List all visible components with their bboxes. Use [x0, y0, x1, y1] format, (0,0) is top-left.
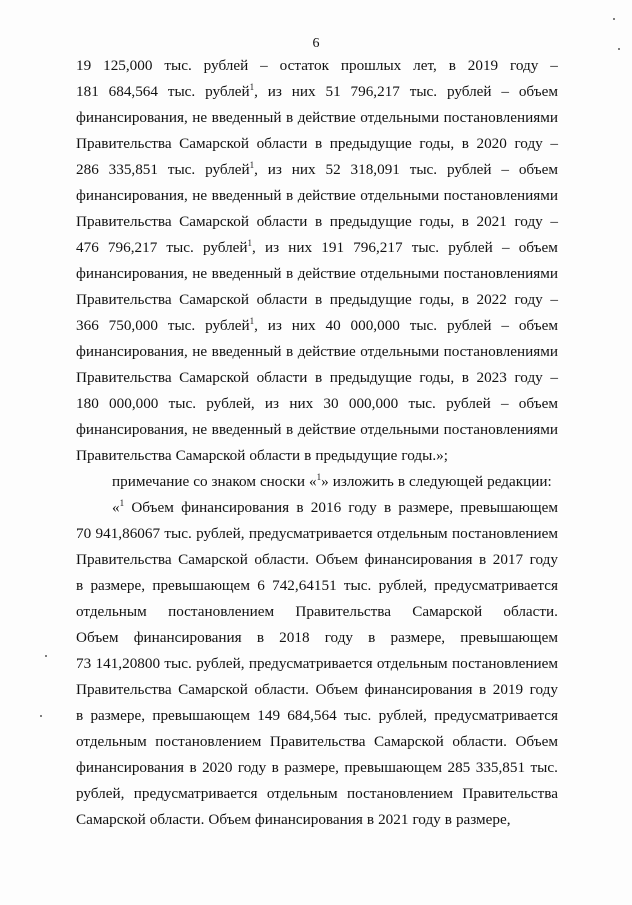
text-line: в размере, превышающем 149 684,564 тыс. рублей, предусматривается — [76, 707, 558, 724]
text-line: «$^1$ Объем финансирования в 2016 году в размере, превышающем — [112, 498, 558, 516]
text-line: Правительства Самарской области в предыдущие годы, в 2021 году – — [76, 213, 558, 230]
text-line: Объем финансирования в 2018 году в размере, превышающем — [76, 629, 558, 646]
scan-speck — [613, 18, 615, 20]
text-line: Правительства Самарской области в предыдущие годы, в 2022 году – — [76, 291, 558, 308]
scan-speck — [45, 655, 47, 657]
text-line: Правительства Самарской области. Объем финансирования в 2019 году — [76, 681, 558, 698]
text-line: 366 750,000 тыс. рублей$^1$, из них 40 000,000 тыс. рублей – объем — [76, 316, 558, 334]
text-line: 70 941,86067 тыс. рублей, предусматривается отдельным постановлением — [76, 525, 558, 542]
text-line: финансирования, не введенный в действие отдельными постановлениями — [76, 109, 558, 126]
scan-speck — [618, 48, 620, 50]
text-line: 181 684,564 тыс. рублей$^1$, из них 51 796,217 тыс. рублей – объем — [76, 82, 558, 100]
text-line: примечание со знаком сноски «$^1$» изложить в следующей редакции: — [112, 472, 552, 490]
text-line: финансирования, не введенный в действие отдельными постановлениями — [76, 265, 558, 282]
text-line: Правительства Самарской области в предыдущие годы, в 2023 году – — [76, 369, 558, 386]
text-line: 73 141,20800 тыс. рублей, предусматривается отдельным постановлением — [76, 655, 558, 672]
text-line: отдельным постановлением Правительства Самарской области. — [76, 603, 558, 620]
page-number: 6 — [312, 36, 320, 51]
text-line: 19 125,000 тыс. рублей – остаток прошлых лет, в 2019 году – — [76, 57, 558, 74]
text-line: 286 335,851 тыс. рублей$^1$, из них 52 318,091 тыс. рублей – объем — [76, 160, 558, 178]
text-line: финансирования, не введенный в действие отдельными постановлениями — [76, 187, 558, 204]
text-line: финансирования в 2020 году в размере, превышающем 285 335,851 тыс. — [76, 759, 558, 776]
text-line: 476 796,217 тыс. рублей$^1$, из них 191 796,217 тыс. рублей – объем — [76, 238, 558, 256]
text-line: в размере, превышающем 6 742,64151 тыс. рублей, предусматривается — [76, 577, 558, 594]
text-line: отдельным постановлением Правительства Самарской области. Объем — [76, 733, 558, 750]
text-line: финансирования, не введенный в действие отдельными постановлениями — [76, 421, 558, 438]
text-line: 180 000,000 тыс. рублей, из них 30 000,000 тыс. рублей – объем — [76, 395, 558, 412]
text-line: рублей, предусматривается отдельным постановлением Правительства — [76, 785, 558, 802]
text-line: Самарской области. Объем финансирования в 2021 году в размере, — [76, 811, 511, 828]
scan-speck — [40, 715, 42, 717]
text-line: Правительства Самарской области в предыдущие годы.»; — [76, 447, 448, 464]
text-line: Правительства Самарской области. Объем финансирования в 2017 году — [76, 551, 558, 568]
text-line: финансирования, не введенный в действие отдельными постановлениями — [76, 343, 558, 360]
text-line: Правительства Самарской области в предыдущие годы, в 2020 году – — [76, 135, 558, 152]
